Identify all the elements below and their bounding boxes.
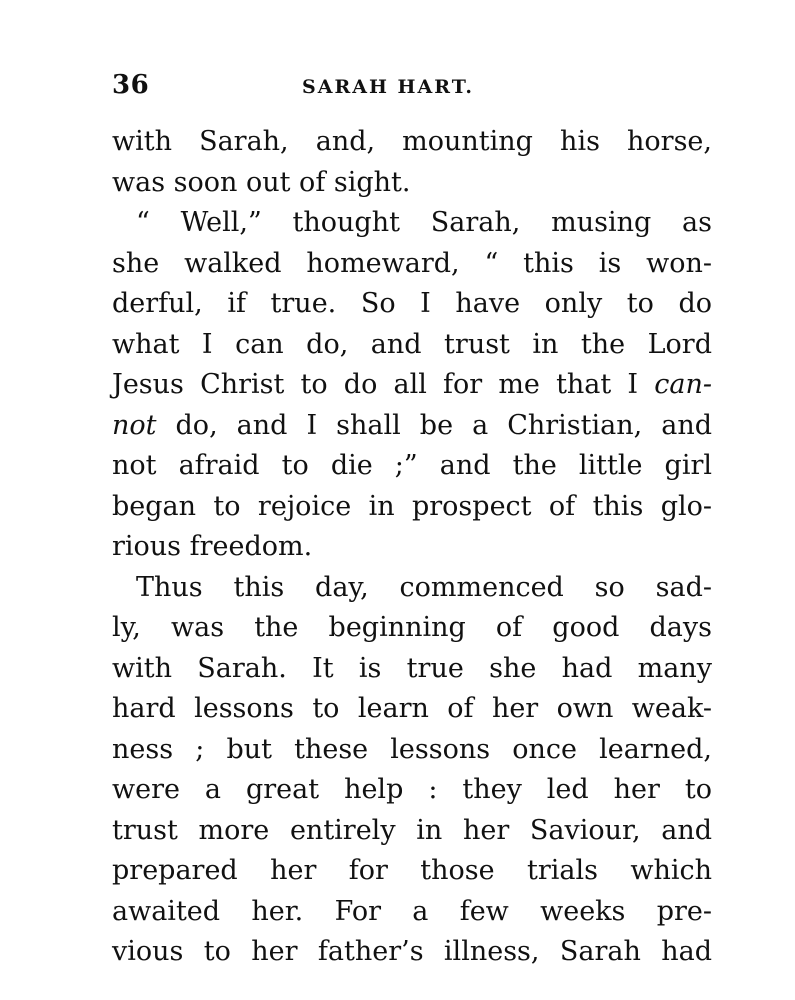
text-line: with Sarah, and, mounting his horse, [112,126,712,157]
text-line: hard lessons to learn of her own weak- [112,693,712,724]
text-line: with Sarah. It is true she had many [112,652,712,684]
text-segment: do, and I shall be a Christian, and [156,409,712,441]
text-line: “ Well,” thought Sarah, musing as [136,207,712,238]
running-title: SARAH HART. [302,76,475,98]
body-text [112,122,712,973]
text-line-mixed [112,365,712,406]
text-line: was soon out of sight. [112,166,411,198]
text-line: rious freedom. [112,531,313,562]
italic-text: not [112,409,157,441]
text-line: Thus this day, commenced so sad- [136,571,712,603]
text-segment: Jesus Christ to do all for me that I [112,369,639,400]
text-line: were a great help : they led her to [112,774,712,805]
text-line: derful, if true. So I have only to do [112,288,712,319]
text-line: not afraid to die ;” and the little girl [112,450,712,481]
text-line: ly, was the beginning of good days [112,612,712,643]
text-line: she walked homeward, “ this is won- [112,247,712,279]
page-header [112,70,712,110]
text-line: vious to her father’s illness, Sarah had [112,936,712,967]
text-line: began to rejoice in prospect of this glo- [112,490,712,522]
page-number: 36 [112,70,150,100]
text-line: ness ; but these lessons once learned, [112,733,712,765]
text-line: awaited her. For a few weeks pre- [112,895,712,927]
text-line: prepared her for those trials which [112,855,712,886]
text-line: trust more entirely in her Saviour, and [112,814,712,846]
text-line-mixed [112,406,712,447]
italic-text: can- [654,369,712,400]
text-line: what I can do, and trust in the Lord [112,328,712,360]
